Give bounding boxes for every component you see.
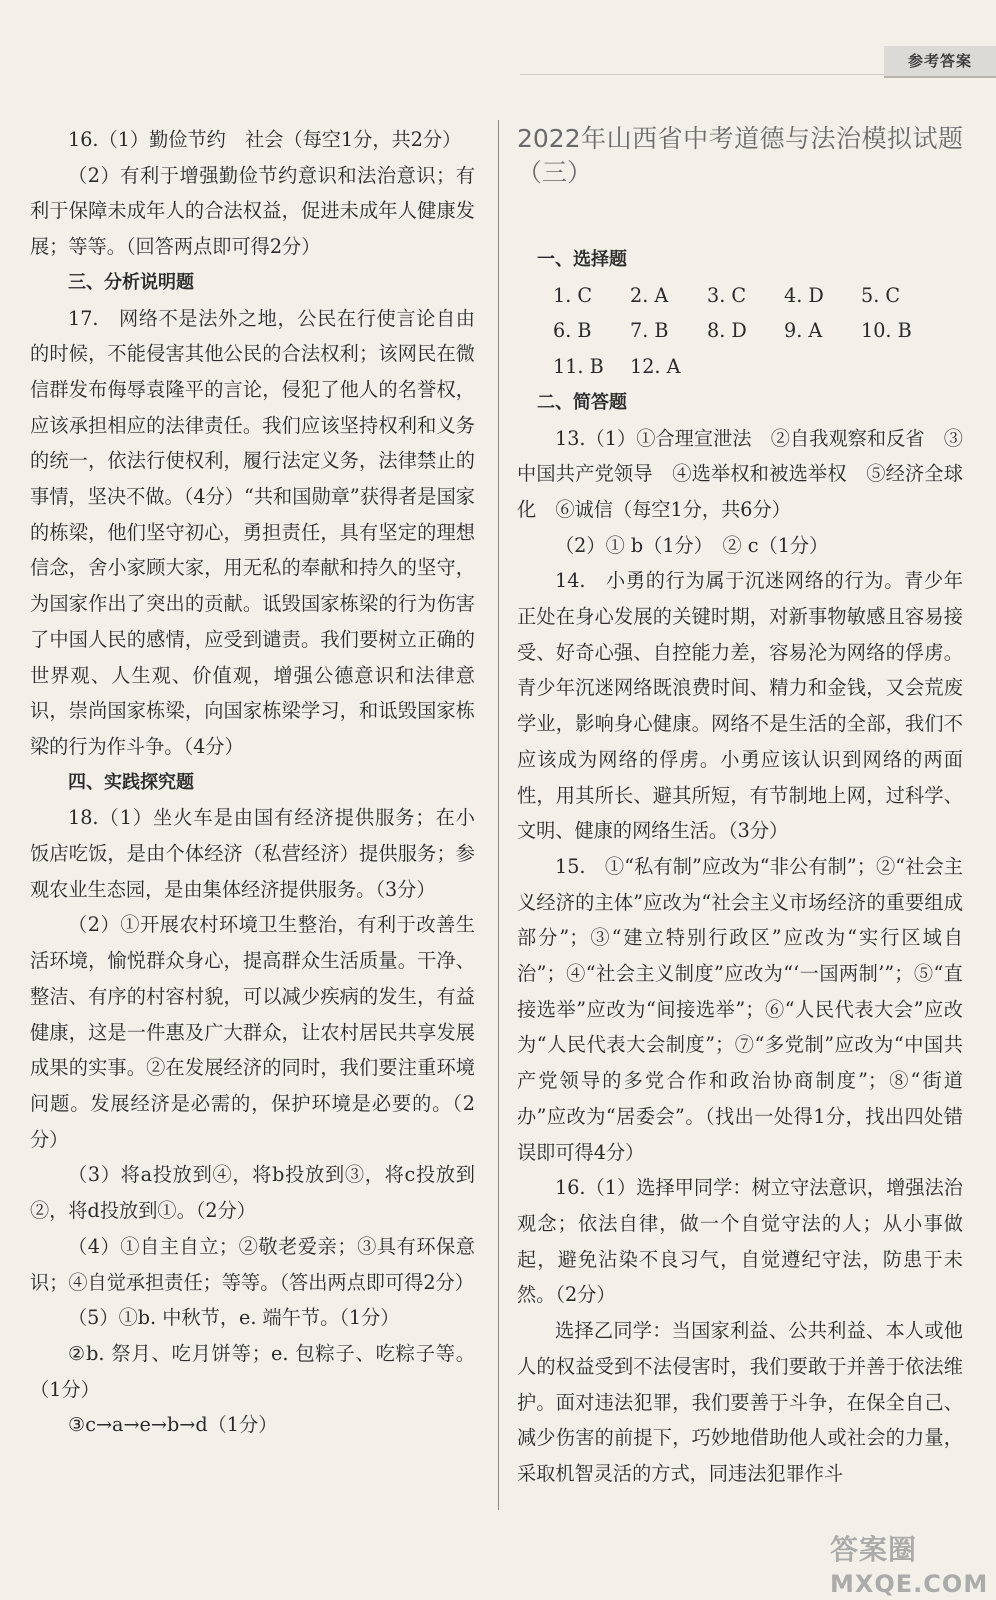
section-heading-short-answer: 二、简答题 [537,391,627,413]
choice-answer: 5. C [861,283,901,307]
answer-13-2: （2）① b（1分） ② c（1分） [555,533,829,557]
watermark-text: 答案圈 [830,1533,918,1566]
watermark-url: MXQE.COM [830,1570,989,1598]
choice-answer: 8. D [707,319,747,343]
section-heading-practice: 四、实践探究题 [68,771,194,793]
choice-answer: 3. C [707,283,747,307]
section-heading-choice: 一、选择题 [537,249,627,270]
choice-answer: 2. A [630,283,669,307]
choice-answer: 12. A [630,355,681,379]
answer-18-5c: ③c→a→e→b→d（1分） [68,1413,278,1437]
answer-18-1: 18.（1）坐火车是由国有经济提供服务；在小饭店吃饭，是由个体经济（私营经济）提供服务；参观农业生态园，是由集体经济提供服务。（3分） [30,806,475,901]
column-divider [498,120,499,1510]
choice-answer: 11. B [553,355,604,379]
section-tag: 参考答案 [884,46,996,78]
choice-answers-row [517,349,963,385]
answer-18-5b: ②b. 祭月、吃月饼等；e. 包粽子、吃粽子等。（1分） [30,1341,475,1401]
choice-answer: 7. B [630,319,669,343]
right-column [517,122,963,1492]
answer-14: 14. 小勇的行为属于沉迷网络的行为。青少年正处在身心发展的关键时期，对新事物敏感且容易接受、好奇心强、自控能力差，容易沦为网络的俘虏。青少年沉迷网络既浪费时间、精力和金钱，又会荒废学业，影响身心健康。网络不是生活的全部，我们不应该成为网络的俘虏。小勇应该认识到网络的两面性，用其所长、避其所短，有节制地上网，过科学、文明、健康的网络生活。（3分） [517,569,963,843]
choice-answer: 1. C [553,283,593,307]
watermark-logo [830,1528,988,1598]
choice-answer: 9. A [784,319,823,343]
section-heading-analysis: 三、分析说明题 [68,271,194,293]
answer-18-4: （4）①自主自立；②敬老爱亲；③具有环保意识；④自觉承担责任；等等。（答出两点即可得2分） [30,1234,475,1294]
left-column [30,122,475,1443]
exam-title: 2022年山西省中考道德与法治模拟试题（三） [517,124,963,187]
choice-answer: 6. B [553,319,592,343]
choice-answers-row [517,278,963,314]
answer-16-2-right: 选择乙同学：当国家利益、公共利益、本人或他人的权益受到不法侵害时，我们要敢于并善于依法维护。面对违法犯罪，我们要善于斗争，在保全自己、减少伤害的前提下，巧妙地借助他人或社会的力量，采取机智灵活的方式，同违法犯罪作斗 [517,1319,963,1485]
answer-18-5a: （5）①b. 中秋节，e. 端午节。（1分） [68,1306,400,1330]
answer-17: 17. 网络不是法外之地，公民在行使言论自由的时候，不能侵害其他公民的合法权利；该网民在微信群发布侮辱袁隆平的言论，侵犯了他人的名誉权，应该承担相应的法律责任。我们应该坚持权利和义务的统一，依法行使权利，履行法定义务，法律禁止的事情，坚决不做。（4分）“共和国勋章”获得者是国家的栋梁，他们坚守初心，勇担责任，具有坚定的理想信念，舍小家顾大家，用无私的奉献和持久的坚守，为国家作出了突出的贡献。诋毁国家栋梁的行为伤害了中国人民的感情，应受到谴责。我们要树立正确的世界观、人生观、价值观，增强公德意识和法律意识，崇尚国家栋梁，向国家栋梁学习，和诋毁国家栋梁的行为作斗争。（4分） [30,306,475,758]
answer-13-1: 13.（1）①合理宣泄法 ②自我观察和反省 ③中国共产党领导 ④选举权和被选举权 ⑤经济全球化 ⑥诚信（每空1分，共6分） [517,426,963,521]
answer-18-3: （3）将a投放到④，将b投放到③，将c投放到②，将d投放到①。（2分） [30,1163,475,1223]
answer-16-1: 16.（1）勤俭节约 社会（每空1分，共2分） [68,128,462,151]
answer-15: 15. ①“私有制”应改为“非公有制”；②“社会主义经济的主体”应改为“社会主义市场经济的重要组成部分”；③“建立特别行政区”应改为“实行区域自治”；④“社会主义制度”应改为“‘一国两制’”；⑤“直接选举”应改为“间接选举”；⑥“人民代表大会”应改为“人民代表大会制度”；⑦“多党制”应改为“中国共产党领导的多党合作和政治协商制度”；⑧“街道办”应改为“居委会”。（找出一处得1分，找出四处错误即可得4分） [517,854,963,1164]
answer-16-1-right: 16.（1）选择甲同学：树立守法意识，增强法治观念；依法自律，做一个自觉守法的人；从小事做起，避免沾染不良习气，自觉遵纪守法，防患于未然。（2分） [517,1176,963,1307]
answer-18-2: （2）①开展农村环境卫生整治，有利于改善生活环境，愉悦群众身心，提高群众生活质量。干净、整洁、有序的村容村貌，可以减少疾病的发生，有益健康，这是一件惠及广大群众，让农村居民共享发展成果的实事。②在发展经济的同时，我们要注重环境问题。发展经济是必需的，保护环境是必要的。（2分） [30,913,475,1151]
choice-answer: 4. D [784,283,824,307]
header-rule [520,74,884,75]
choice-answer: 10. B [861,319,912,343]
answer-16-2: （2）有利于增强勤俭节约意识和法治意识；有利于保障未成年人的合法权益，促进未成年人健康发展；等等。（回答两点即可得2分） [30,163,475,259]
choice-answers-row [517,313,963,349]
